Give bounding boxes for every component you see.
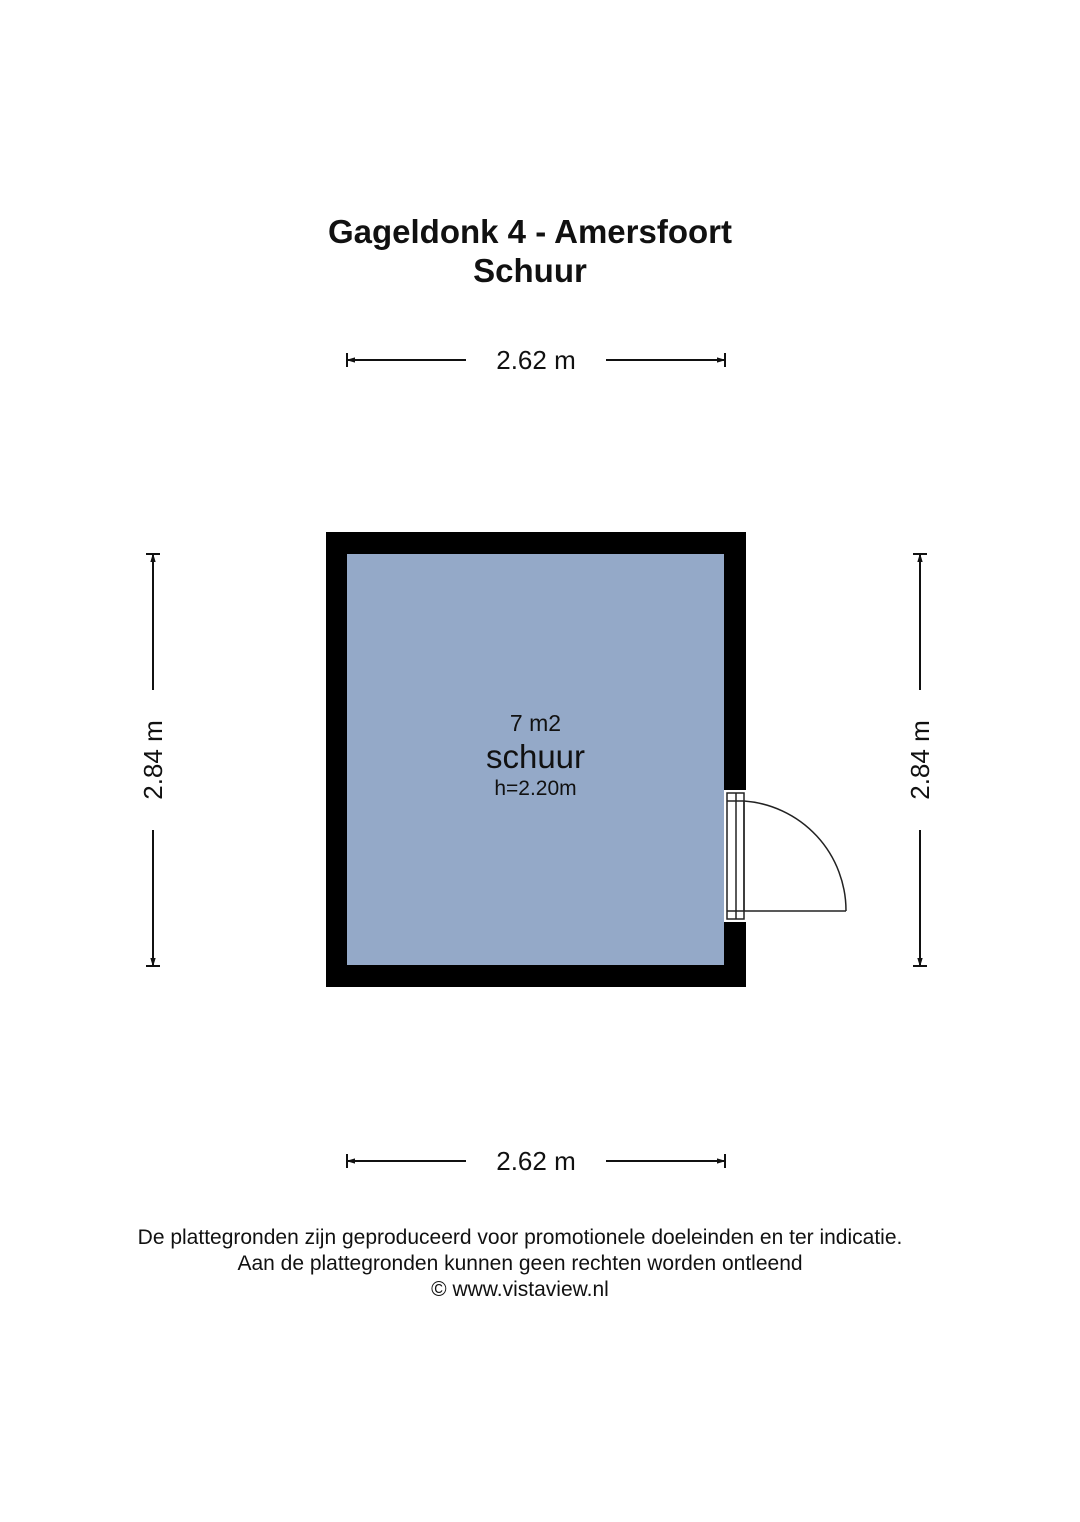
right-height-label: 2.84 m bbox=[905, 690, 935, 830]
disclaimer-line-1: De plattegronden zijn geproduceerd voor promotionele doeleinden en ter indicatie. bbox=[137, 1226, 903, 1249]
disclaimer bbox=[0, 1225, 1040, 1303]
copyright-line: © www.vistaview.nl bbox=[431, 1278, 609, 1301]
room-name: schuur bbox=[485, 738, 586, 775]
bottom-width-label: 2.62 m bbox=[466, 1146, 606, 1176]
page-subtitle: Schuur bbox=[473, 252, 587, 289]
room-label bbox=[347, 708, 724, 802]
disclaimer-line-2: Aan de plattegronden kunnen geen rechten worden ontleend bbox=[237, 1252, 803, 1275]
left-height-label: 2.84 m bbox=[138, 690, 168, 830]
room-area: 7 m2 bbox=[509, 710, 562, 736]
page-title: Gageldonk 4 - Amersfoort bbox=[327, 213, 732, 250]
room-height: h=2.20m bbox=[494, 777, 577, 800]
door-swing bbox=[744, 801, 846, 911]
top-width-label: 2.62 m bbox=[466, 345, 606, 375]
